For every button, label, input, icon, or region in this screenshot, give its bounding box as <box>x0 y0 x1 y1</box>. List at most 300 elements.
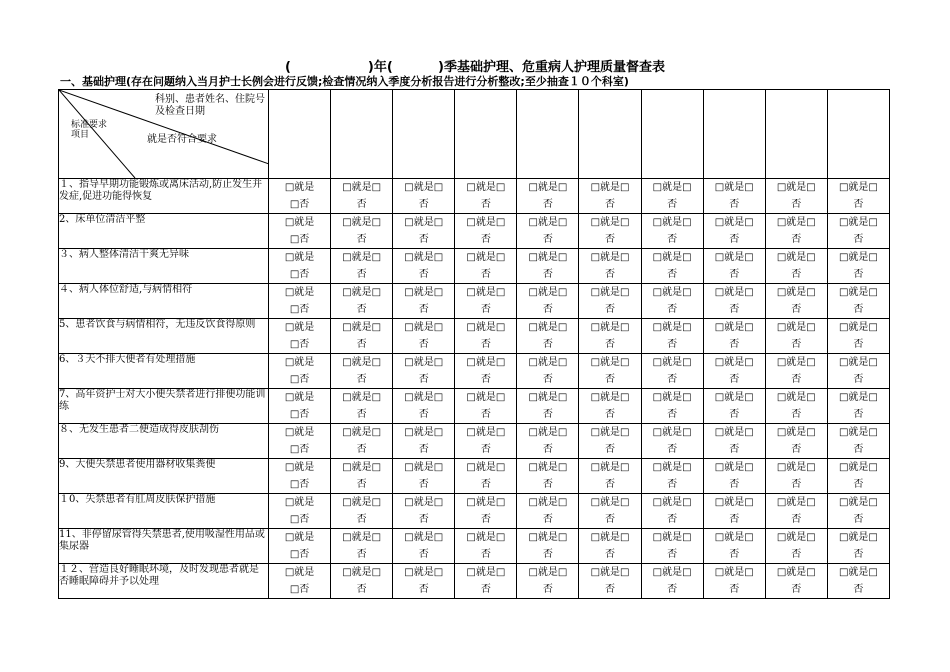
no-checkbox-label[interactable]: 否 <box>480 409 491 420</box>
compliance-checkbox-cell[interactable] <box>517 389 579 424</box>
no-checkbox-label[interactable]: 否 <box>729 374 740 385</box>
yes-checkbox-label[interactable]: □就是□ <box>466 357 506 368</box>
yes-checkbox-label[interactable]: □就是□ <box>714 462 754 473</box>
compliance-checkbox-cell[interactable] <box>331 179 393 214</box>
no-checkbox-label[interactable]: 否 <box>542 444 553 455</box>
yes-checkbox-label[interactable]: □就是□ <box>590 427 630 438</box>
compliance-checkbox-cell[interactable] <box>579 319 641 354</box>
yes-checkbox-label[interactable]: □就是□ <box>342 392 382 403</box>
yes-checkbox-label[interactable]: □就是□ <box>776 357 816 368</box>
no-checkbox-label[interactable]: 否 <box>480 444 491 455</box>
no-checkbox-label[interactable]: 否 <box>791 584 802 595</box>
yes-checkbox-label[interactable]: □就是□ <box>342 567 382 578</box>
yes-checkbox-label[interactable]: □就是□ <box>404 252 444 263</box>
compliance-checkbox-cell[interactable] <box>641 424 703 459</box>
header-column-cell[interactable] <box>579 90 641 179</box>
yes-checkbox-label[interactable]: □就是□ <box>528 217 568 228</box>
compliance-checkbox-cell[interactable] <box>517 284 579 319</box>
yes-checkbox-label[interactable]: □就是□ <box>528 357 568 368</box>
yes-checkbox-label[interactable]: □就是□ <box>590 252 630 263</box>
no-checkbox-label[interactable]: 否 <box>418 409 429 420</box>
compliance-checkbox-cell[interactable] <box>455 249 517 284</box>
no-checkbox-label[interactable]: 否 <box>480 199 491 210</box>
yes-checkbox-label[interactable]: □就是 <box>284 182 315 193</box>
yes-checkbox-label[interactable]: □就是 <box>284 357 315 368</box>
no-checkbox-label[interactable]: □否 <box>289 514 310 525</box>
compliance-checkbox-cell[interactable] <box>765 459 827 494</box>
no-checkbox-label[interactable]: 否 <box>418 304 429 315</box>
yes-checkbox-label[interactable]: □就是□ <box>342 357 382 368</box>
yes-checkbox-label[interactable]: □就是□ <box>714 252 754 263</box>
compliance-checkbox-cell[interactable] <box>393 529 455 564</box>
no-checkbox-label[interactable]: □否 <box>289 304 310 315</box>
compliance-checkbox-cell[interactable] <box>393 354 455 389</box>
yes-checkbox-label[interactable]: □就是□ <box>714 532 754 543</box>
compliance-checkbox-cell[interactable] <box>579 249 641 284</box>
compliance-checkbox-cell[interactable] <box>331 249 393 284</box>
yes-checkbox-label[interactable]: □就是□ <box>838 427 878 438</box>
compliance-checkbox-cell[interactable] <box>269 494 331 529</box>
yes-checkbox-label[interactable]: □就是□ <box>404 392 444 403</box>
yes-checkbox-label[interactable]: □就是□ <box>776 287 816 298</box>
no-checkbox-label[interactable]: 否 <box>853 269 864 280</box>
yes-checkbox-label[interactable]: □就是□ <box>652 357 692 368</box>
compliance-checkbox-cell[interactable] <box>269 354 331 389</box>
compliance-checkbox-cell[interactable] <box>269 389 331 424</box>
no-checkbox-label[interactable]: 否 <box>418 444 429 455</box>
compliance-checkbox-cell[interactable] <box>765 319 827 354</box>
yes-checkbox-label[interactable]: □就是□ <box>776 252 816 263</box>
compliance-checkbox-cell[interactable] <box>393 319 455 354</box>
header-column-cell[interactable] <box>269 90 331 179</box>
compliance-checkbox-cell[interactable] <box>827 319 889 354</box>
yes-checkbox-label[interactable]: □就是□ <box>776 217 816 228</box>
no-checkbox-label[interactable]: □否 <box>289 269 310 280</box>
no-checkbox-label[interactable]: 否 <box>729 199 740 210</box>
yes-checkbox-label[interactable]: □就是□ <box>528 392 568 403</box>
no-checkbox-label[interactable]: 否 <box>480 374 491 385</box>
no-checkbox-label[interactable]: 否 <box>853 514 864 525</box>
no-checkbox-label[interactable]: 否 <box>667 339 678 350</box>
yes-checkbox-label[interactable]: □就是□ <box>776 322 816 333</box>
compliance-checkbox-cell[interactable] <box>827 354 889 389</box>
no-checkbox-label[interactable]: 否 <box>853 234 864 245</box>
no-checkbox-label[interactable]: 否 <box>667 549 678 560</box>
compliance-checkbox-cell[interactable] <box>269 564 331 599</box>
no-checkbox-label[interactable]: 否 <box>605 269 616 280</box>
compliance-checkbox-cell[interactable] <box>703 354 765 389</box>
yes-checkbox-label[interactable]: □就是 <box>284 427 315 438</box>
yes-checkbox-label[interactable]: □就是□ <box>838 182 878 193</box>
yes-checkbox-label[interactable]: □就是□ <box>652 182 692 193</box>
yes-checkbox-label[interactable]: □就是□ <box>342 427 382 438</box>
compliance-checkbox-cell[interactable] <box>331 459 393 494</box>
compliance-checkbox-cell[interactable] <box>827 494 889 529</box>
yes-checkbox-label[interactable]: □就是□ <box>342 497 382 508</box>
compliance-checkbox-cell[interactable] <box>579 179 641 214</box>
no-checkbox-label[interactable]: 否 <box>418 234 429 245</box>
yes-checkbox-label[interactable]: □就是 <box>284 532 315 543</box>
no-checkbox-label[interactable]: □否 <box>289 479 310 490</box>
yes-checkbox-label[interactable]: □就是□ <box>652 532 692 543</box>
no-checkbox-label[interactable]: 否 <box>667 514 678 525</box>
compliance-checkbox-cell[interactable] <box>455 529 517 564</box>
compliance-checkbox-cell[interactable] <box>393 249 455 284</box>
no-checkbox-label[interactable]: 否 <box>356 339 367 350</box>
compliance-checkbox-cell[interactable] <box>827 214 889 249</box>
yes-checkbox-label[interactable]: □就是□ <box>652 392 692 403</box>
compliance-checkbox-cell[interactable] <box>579 494 641 529</box>
compliance-checkbox-cell[interactable] <box>393 564 455 599</box>
no-checkbox-label[interactable]: 否 <box>605 234 616 245</box>
yes-checkbox-label[interactable]: □就是□ <box>528 182 568 193</box>
compliance-checkbox-cell[interactable] <box>765 214 827 249</box>
compliance-checkbox-cell[interactable] <box>517 354 579 389</box>
no-checkbox-label[interactable]: 否 <box>853 304 864 315</box>
no-checkbox-label[interactable]: 否 <box>791 374 802 385</box>
header-column-cell[interactable] <box>703 90 765 179</box>
no-checkbox-label[interactable]: 否 <box>667 234 678 245</box>
yes-checkbox-label[interactable]: □就是□ <box>528 567 568 578</box>
no-checkbox-label[interactable]: 否 <box>356 199 367 210</box>
yes-checkbox-label[interactable]: □就是□ <box>342 252 382 263</box>
yes-checkbox-label[interactable]: □就是□ <box>404 567 444 578</box>
header-column-cell[interactable] <box>393 90 455 179</box>
compliance-checkbox-cell[interactable] <box>641 494 703 529</box>
yes-checkbox-label[interactable]: □就是□ <box>714 217 754 228</box>
compliance-checkbox-cell[interactable] <box>455 284 517 319</box>
compliance-checkbox-cell[interactable] <box>827 249 889 284</box>
compliance-checkbox-cell[interactable] <box>517 424 579 459</box>
compliance-checkbox-cell[interactable] <box>393 214 455 249</box>
compliance-checkbox-cell[interactable] <box>331 284 393 319</box>
no-checkbox-label[interactable]: 否 <box>853 479 864 490</box>
compliance-checkbox-cell[interactable] <box>579 389 641 424</box>
no-checkbox-label[interactable]: 否 <box>605 479 616 490</box>
no-checkbox-label[interactable]: 否 <box>542 374 553 385</box>
yes-checkbox-label[interactable]: □就是□ <box>466 252 506 263</box>
no-checkbox-label[interactable]: 否 <box>418 584 429 595</box>
no-checkbox-label[interactable]: 否 <box>729 444 740 455</box>
yes-checkbox-label[interactable]: □就是□ <box>652 497 692 508</box>
compliance-checkbox-cell[interactable] <box>393 284 455 319</box>
no-checkbox-label[interactable]: 否 <box>542 339 553 350</box>
no-checkbox-label[interactable]: 否 <box>729 409 740 420</box>
compliance-checkbox-cell[interactable] <box>703 249 765 284</box>
header-column-cell[interactable] <box>641 90 703 179</box>
no-checkbox-label[interactable]: 否 <box>667 269 678 280</box>
compliance-checkbox-cell[interactable] <box>765 354 827 389</box>
no-checkbox-label[interactable]: 否 <box>356 234 367 245</box>
no-checkbox-label[interactable]: 否 <box>667 374 678 385</box>
no-checkbox-label[interactable]: 否 <box>729 234 740 245</box>
yes-checkbox-label[interactable]: □就是□ <box>404 462 444 473</box>
no-checkbox-label[interactable]: 否 <box>667 409 678 420</box>
no-checkbox-label[interactable]: 否 <box>356 269 367 280</box>
yes-checkbox-label[interactable]: □就是□ <box>590 567 630 578</box>
compliance-checkbox-cell[interactable] <box>269 459 331 494</box>
yes-checkbox-label[interactable]: □就是□ <box>528 427 568 438</box>
no-checkbox-label[interactable]: 否 <box>853 199 864 210</box>
yes-checkbox-label[interactable]: □就是□ <box>776 532 816 543</box>
no-checkbox-label[interactable]: □否 <box>289 199 310 210</box>
no-checkbox-label[interactable]: 否 <box>480 549 491 560</box>
no-checkbox-label[interactable]: 否 <box>418 479 429 490</box>
yes-checkbox-label[interactable]: □就是□ <box>590 287 630 298</box>
yes-checkbox-label[interactable]: □就是□ <box>714 322 754 333</box>
yes-checkbox-label[interactable]: □就是□ <box>466 427 506 438</box>
no-checkbox-label[interactable]: □否 <box>289 339 310 350</box>
no-checkbox-label[interactable]: 否 <box>356 514 367 525</box>
no-checkbox-label[interactable]: 否 <box>729 514 740 525</box>
compliance-checkbox-cell[interactable] <box>827 179 889 214</box>
no-checkbox-label[interactable]: 否 <box>729 339 740 350</box>
yes-checkbox-label[interactable]: □就是□ <box>776 567 816 578</box>
compliance-checkbox-cell[interactable] <box>269 284 331 319</box>
compliance-checkbox-cell[interactable] <box>517 459 579 494</box>
yes-checkbox-label[interactable]: □就是□ <box>466 182 506 193</box>
yes-checkbox-label[interactable]: □就是□ <box>466 567 506 578</box>
header-column-cell[interactable] <box>517 90 579 179</box>
compliance-checkbox-cell[interactable] <box>703 214 765 249</box>
compliance-checkbox-cell[interactable] <box>455 424 517 459</box>
compliance-checkbox-cell[interactable] <box>765 179 827 214</box>
no-checkbox-label[interactable]: 否 <box>356 444 367 455</box>
compliance-checkbox-cell[interactable] <box>579 424 641 459</box>
yes-checkbox-label[interactable]: □就是 <box>284 567 315 578</box>
compliance-checkbox-cell[interactable] <box>455 459 517 494</box>
no-checkbox-label[interactable]: 否 <box>418 549 429 560</box>
compliance-checkbox-cell[interactable] <box>641 459 703 494</box>
no-checkbox-label[interactable]: 否 <box>667 304 678 315</box>
compliance-checkbox-cell[interactable] <box>331 214 393 249</box>
compliance-checkbox-cell[interactable] <box>641 249 703 284</box>
no-checkbox-label[interactable]: 否 <box>605 514 616 525</box>
no-checkbox-label[interactable]: 否 <box>356 304 367 315</box>
yes-checkbox-label[interactable]: □就是□ <box>466 497 506 508</box>
compliance-checkbox-cell[interactable] <box>703 564 765 599</box>
yes-checkbox-label[interactable]: □就是 <box>284 392 315 403</box>
no-checkbox-label[interactable]: 否 <box>605 584 616 595</box>
no-checkbox-label[interactable]: 否 <box>729 549 740 560</box>
no-checkbox-label[interactable]: 否 <box>605 374 616 385</box>
compliance-checkbox-cell[interactable] <box>827 529 889 564</box>
yes-checkbox-label[interactable]: □就是□ <box>652 567 692 578</box>
compliance-checkbox-cell[interactable] <box>269 424 331 459</box>
yes-checkbox-label[interactable]: □就是□ <box>838 497 878 508</box>
compliance-checkbox-cell[interactable] <box>579 354 641 389</box>
yes-checkbox-label[interactable]: □就是□ <box>590 322 630 333</box>
compliance-checkbox-cell[interactable] <box>765 249 827 284</box>
yes-checkbox-label[interactable]: □就是□ <box>466 217 506 228</box>
yes-checkbox-label[interactable]: □就是□ <box>652 287 692 298</box>
yes-checkbox-label[interactable]: □就是□ <box>466 322 506 333</box>
yes-checkbox-label[interactable]: □就是□ <box>776 462 816 473</box>
yes-checkbox-label[interactable]: □就是□ <box>342 182 382 193</box>
compliance-checkbox-cell[interactable] <box>393 424 455 459</box>
no-checkbox-label[interactable]: 否 <box>791 269 802 280</box>
compliance-checkbox-cell[interactable] <box>393 389 455 424</box>
no-checkbox-label[interactable]: 否 <box>480 514 491 525</box>
no-checkbox-label[interactable]: 否 <box>729 584 740 595</box>
compliance-checkbox-cell[interactable] <box>641 389 703 424</box>
no-checkbox-label[interactable]: 否 <box>542 479 553 490</box>
no-checkbox-label[interactable]: 否 <box>729 479 740 490</box>
yes-checkbox-label[interactable]: □就是□ <box>714 497 754 508</box>
compliance-checkbox-cell[interactable] <box>641 529 703 564</box>
no-checkbox-label[interactable]: 否 <box>791 234 802 245</box>
no-checkbox-label[interactable]: □否 <box>289 409 310 420</box>
compliance-checkbox-cell[interactable] <box>579 564 641 599</box>
compliance-checkbox-cell[interactable] <box>517 179 579 214</box>
yes-checkbox-label[interactable]: □就是□ <box>404 322 444 333</box>
compliance-checkbox-cell[interactable] <box>579 214 641 249</box>
compliance-checkbox-cell[interactable] <box>579 459 641 494</box>
yes-checkbox-label[interactable]: □就是□ <box>590 462 630 473</box>
yes-checkbox-label[interactable]: □就是□ <box>776 392 816 403</box>
no-checkbox-label[interactable]: 否 <box>605 549 616 560</box>
compliance-checkbox-cell[interactable] <box>455 354 517 389</box>
no-checkbox-label[interactable]: 否 <box>542 269 553 280</box>
no-checkbox-label[interactable]: 否 <box>729 304 740 315</box>
yes-checkbox-label[interactable]: □就是□ <box>590 392 630 403</box>
compliance-checkbox-cell[interactable] <box>827 424 889 459</box>
compliance-checkbox-cell[interactable] <box>579 284 641 319</box>
no-checkbox-label[interactable]: 否 <box>853 374 864 385</box>
no-checkbox-label[interactable]: 否 <box>418 269 429 280</box>
no-checkbox-label[interactable]: 否 <box>605 339 616 350</box>
no-checkbox-label[interactable]: 否 <box>418 339 429 350</box>
compliance-checkbox-cell[interactable] <box>269 214 331 249</box>
compliance-checkbox-cell[interactable] <box>703 459 765 494</box>
no-checkbox-label[interactable]: 否 <box>356 479 367 490</box>
compliance-checkbox-cell[interactable] <box>517 529 579 564</box>
yes-checkbox-label[interactable]: □就是□ <box>838 392 878 403</box>
compliance-checkbox-cell[interactable] <box>703 424 765 459</box>
compliance-checkbox-cell[interactable] <box>269 179 331 214</box>
no-checkbox-label[interactable]: □否 <box>289 444 310 455</box>
yes-checkbox-label[interactable]: □就是□ <box>714 182 754 193</box>
no-checkbox-label[interactable]: 否 <box>605 409 616 420</box>
yes-checkbox-label[interactable]: □就是□ <box>342 287 382 298</box>
yes-checkbox-label[interactable]: □就是□ <box>342 462 382 473</box>
no-checkbox-label[interactable]: 否 <box>791 479 802 490</box>
compliance-checkbox-cell[interactable] <box>827 389 889 424</box>
no-checkbox-label[interactable]: 否 <box>791 409 802 420</box>
compliance-checkbox-cell[interactable] <box>393 179 455 214</box>
no-checkbox-label[interactable]: 否 <box>853 339 864 350</box>
compliance-checkbox-cell[interactable] <box>703 529 765 564</box>
yes-checkbox-label[interactable]: □就是□ <box>590 182 630 193</box>
yes-checkbox-label[interactable]: □就是□ <box>404 532 444 543</box>
compliance-checkbox-cell[interactable] <box>331 564 393 599</box>
compliance-checkbox-cell[interactable] <box>641 319 703 354</box>
yes-checkbox-label[interactable]: □就是□ <box>714 287 754 298</box>
yes-checkbox-label[interactable]: □就是 <box>284 252 315 263</box>
compliance-checkbox-cell[interactable] <box>455 214 517 249</box>
yes-checkbox-label[interactable]: □就是□ <box>404 217 444 228</box>
no-checkbox-label[interactable]: 否 <box>605 199 616 210</box>
no-checkbox-label[interactable]: 否 <box>480 339 491 350</box>
yes-checkbox-label[interactable]: □就是□ <box>404 497 444 508</box>
no-checkbox-label[interactable]: 否 <box>667 584 678 595</box>
yes-checkbox-label[interactable]: □就是□ <box>714 427 754 438</box>
yes-checkbox-label[interactable]: □就是□ <box>652 252 692 263</box>
yes-checkbox-label[interactable]: □就是□ <box>528 462 568 473</box>
no-checkbox-label[interactable]: 否 <box>480 269 491 280</box>
compliance-checkbox-cell[interactable] <box>579 529 641 564</box>
yes-checkbox-label[interactable]: □就是□ <box>838 322 878 333</box>
yes-checkbox-label[interactable]: □就是□ <box>838 532 878 543</box>
yes-checkbox-label[interactable]: □就是□ <box>838 287 878 298</box>
compliance-checkbox-cell[interactable] <box>331 494 393 529</box>
no-checkbox-label[interactable]: 否 <box>667 444 678 455</box>
compliance-checkbox-cell[interactable] <box>269 319 331 354</box>
no-checkbox-label[interactable]: 否 <box>729 269 740 280</box>
yes-checkbox-label[interactable]: □就是□ <box>528 532 568 543</box>
compliance-checkbox-cell[interactable] <box>641 179 703 214</box>
no-checkbox-label[interactable]: 否 <box>605 304 616 315</box>
no-checkbox-label[interactable]: □否 <box>289 374 310 385</box>
yes-checkbox-label[interactable]: □就是□ <box>838 567 878 578</box>
yes-checkbox-label[interactable]: □就是□ <box>838 217 878 228</box>
yes-checkbox-label[interactable]: □就是 <box>284 462 315 473</box>
compliance-checkbox-cell[interactable] <box>331 424 393 459</box>
yes-checkbox-label[interactable]: □就是□ <box>838 357 878 368</box>
compliance-checkbox-cell[interactable] <box>331 354 393 389</box>
compliance-checkbox-cell[interactable] <box>517 249 579 284</box>
yes-checkbox-label[interactable]: □就是□ <box>652 217 692 228</box>
compliance-checkbox-cell[interactable] <box>269 249 331 284</box>
yes-checkbox-label[interactable]: □就是□ <box>776 427 816 438</box>
compliance-checkbox-cell[interactable] <box>517 214 579 249</box>
no-checkbox-label[interactable]: 否 <box>542 199 553 210</box>
yes-checkbox-label[interactable]: □就是□ <box>528 287 568 298</box>
yes-checkbox-label[interactable]: □就是□ <box>404 182 444 193</box>
no-checkbox-label[interactable]: 否 <box>418 514 429 525</box>
yes-checkbox-label[interactable]: □就是 <box>284 322 315 333</box>
compliance-checkbox-cell[interactable] <box>517 494 579 529</box>
compliance-checkbox-cell[interactable] <box>703 389 765 424</box>
no-checkbox-label[interactable]: 否 <box>791 549 802 560</box>
compliance-checkbox-cell[interactable] <box>455 494 517 529</box>
compliance-checkbox-cell[interactable] <box>703 319 765 354</box>
header-column-cell[interactable] <box>765 90 827 179</box>
no-checkbox-label[interactable]: 否 <box>542 234 553 245</box>
no-checkbox-label[interactable]: 否 <box>480 234 491 245</box>
yes-checkbox-label[interactable]: □就是□ <box>466 287 506 298</box>
no-checkbox-label[interactable]: 否 <box>356 549 367 560</box>
yes-checkbox-label[interactable]: □就是 <box>284 287 315 298</box>
no-checkbox-label[interactable]: 否 <box>542 304 553 315</box>
yes-checkbox-label[interactable]: □就是□ <box>776 497 816 508</box>
yes-checkbox-label[interactable]: □就是□ <box>342 322 382 333</box>
compliance-checkbox-cell[interactable] <box>641 214 703 249</box>
no-checkbox-label[interactable]: 否 <box>853 549 864 560</box>
compliance-checkbox-cell[interactable] <box>765 284 827 319</box>
header-column-cell[interactable] <box>331 90 393 179</box>
compliance-checkbox-cell[interactable] <box>393 494 455 529</box>
no-checkbox-label[interactable]: 否 <box>791 514 802 525</box>
yes-checkbox-label[interactable]: □就是□ <box>528 497 568 508</box>
no-checkbox-label[interactable]: □否 <box>289 584 310 595</box>
yes-checkbox-label[interactable]: □就是□ <box>404 427 444 438</box>
compliance-checkbox-cell[interactable] <box>455 389 517 424</box>
no-checkbox-label[interactable]: 否 <box>853 584 864 595</box>
no-checkbox-label[interactable]: 否 <box>480 584 491 595</box>
no-checkbox-label[interactable]: □否 <box>289 549 310 560</box>
compliance-checkbox-cell[interactable] <box>827 459 889 494</box>
